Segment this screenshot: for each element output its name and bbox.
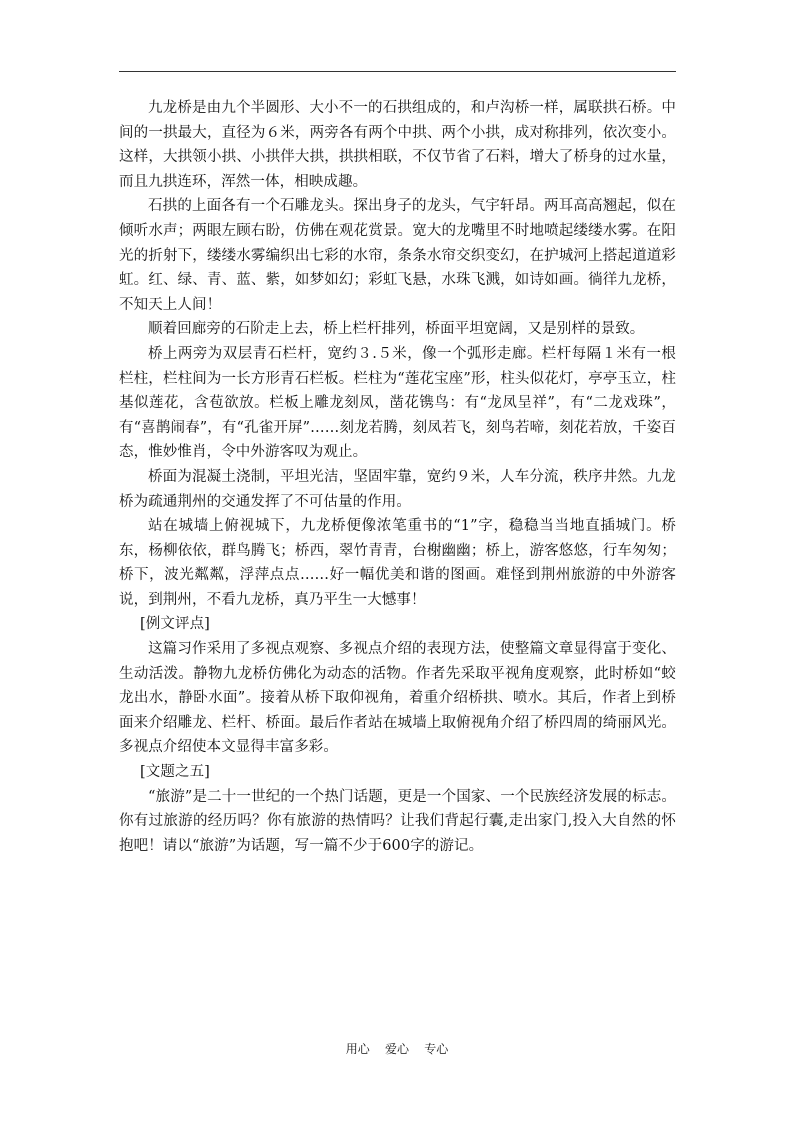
section-heading-topic-five: [文题之五]	[140, 764, 210, 781]
paragraph-commentary: 这篇习作采用了多视点观察、多视点介绍的表现方法，使整篇文章显得富于变化、生动活泼。静物九龙桥仿佛化为动态的活物。作者先采取平视角度观察，此时桥如“蛟龙出水，静卧水面”。接着从桥下取仰视角，着重介绍桥拱、喷水。其后，作者上到桥面来介绍雕龙、栏杆、桥面。最后作者站在城墙上取俯视角介绍了桥四周的绮丽风光。多视点介绍使本文显得丰富多彩。	[119, 641, 676, 756]
paragraph-topic-prompt: “旅游”是二十一世纪的一个热门话题，更是一个国家、一个民族经济发展的标志。你有过旅游的经历吗？你有旅游的热情吗？让我们背起行囊,走出家门,投入大自然的怀抱吧！请以“旅游”为话题，写一篇不少于600字的游记。	[119, 788, 676, 854]
paragraph-railings: 桥上两旁为双层青石栏杆，宽约３.５米，像一个弧形走廊。栏杆每隔１米有一根栏柱，栏柱间为一长方形青石栏板。栏柱为“莲花宝座”形，柱头似花灯，亭亭玉立，柱基似莲花，含苞欲放。栏板上雕龙刻凤，凿花镌鸟：有“龙凤呈祥”，有“二龙戏珠”，有“喜鹊闹春”，有“孔雀开屏”……刻龙若腾，刻凤若飞，刻鸟若啼，刻花若放，千姿百态，惟妙惟肖，令中外游客叹为观止。	[119, 345, 676, 461]
paragraph-structure: 九龙桥是由九个半圆形、大小不一的石拱组成的，和卢沟桥一样，属联拱石桥。中间的一拱最大，直径为６米，两旁各有两个中拱、两个小拱，成对称排列，依次变小。这样，大拱领小拱、小拱伴大拱，拱拱相联，不仅节省了石料，增大了桥身的过水量，而且九拱连环，浑然一体，相映成趣。	[119, 100, 676, 190]
page-footer: 用心 爱心 专心	[345, 1042, 449, 1056]
paragraph-dragon-heads: 石拱的上面各有一个石雕龙头。探出身子的龙头，气宇轩昂。两耳高高翘起，似在倾听水声；两眼左顾右盼，仿佛在观花赏景。宽大的龙嘴里不时地喷起缕缕水雾。在阳光的折射下，缕缕水雾编织出七彩的水帘，条条水帘交织变幻，在护城河上搭起道道彩虹。红、绿、青、蓝、紫，如梦如幻；彩虹飞悬，水珠飞溅，如诗如画。徜徉九龙桥，不知天上人间！	[119, 198, 676, 313]
header-rule	[119, 71, 676, 72]
document-body	[119, 96, 676, 858]
section-heading-commentary: [例文评点]	[140, 616, 210, 633]
paragraph-city-wall-view: 站在城墙上俯视城下，九龙桥便像浓笔重书的“1”字，稳稳当当地直插城门。桥东，杨柳依依，群鸟腾飞；桥西，翠竹青青，台榭幽幽；桥上，游客悠悠，行车匆匆；桥下，波光粼粼，浮萍点点……好一幅优美和谐的图画。难怪到荆州旅游的中外游客说，到荆州，不看九龙桥，真乃平生一大憾事！	[119, 518, 676, 608]
paragraph-deck: 桥面为混凝土浇制，平坦光洁，坚固牢靠，宽约９米，人车分流，秩序井然。九龙桥为疏通荆州的交通发挥了不可估量的作用。	[119, 468, 676, 510]
paragraph-stairs: 顺着回廊旁的石阶走上去，桥上栏杆排列，桥面平坦宽阔，又是别样的景致。	[148, 321, 645, 338]
